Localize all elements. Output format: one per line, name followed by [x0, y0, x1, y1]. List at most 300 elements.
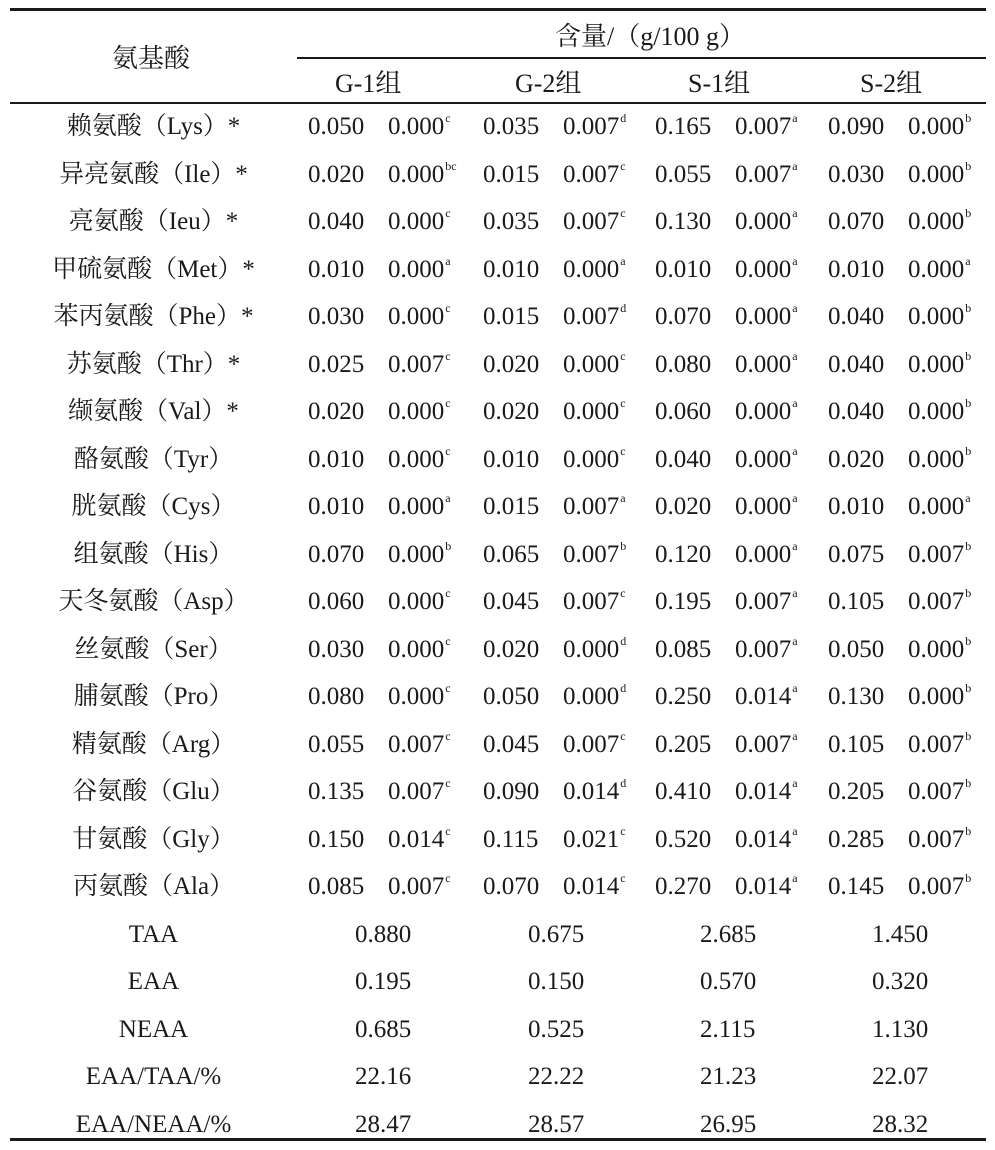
significance-letter: b: [965, 396, 972, 410]
significance-letter: c: [445, 681, 451, 695]
significance-letter: b: [965, 348, 972, 363]
sd-value: [735, 586, 798, 615]
significance-letter: b: [965, 158, 972, 173]
summary-value: 0.675: [528, 920, 585, 948]
significance-letter: a: [792, 301, 798, 315]
mean-value: 0.085: [655, 635, 712, 663]
sd-number: 0.000: [563, 350, 620, 378]
mean-value: 0.070: [828, 208, 885, 235]
sd-number: 0.000: [563, 635, 620, 663]
sd-value: [908, 253, 971, 283]
sd-value: [563, 111, 627, 140]
sd-value: [735, 728, 798, 758]
sd-value: [735, 206, 798, 235]
sd-value: [388, 253, 451, 283]
significance-letter: b: [965, 206, 972, 220]
summary-value: 1.130: [872, 1015, 929, 1043]
sd-value: [563, 633, 627, 663]
mean-value: 0.105: [828, 730, 885, 758]
sd-number: 0.000: [908, 635, 965, 663]
mean-value: 0.205: [828, 778, 885, 805]
amino-acid-name: 苏氨酸（Thr）*: [66, 350, 241, 378]
mean-value: 0.010: [828, 493, 885, 520]
significance-letter: c: [445, 348, 451, 363]
mean-value: 0.045: [483, 588, 540, 615]
significance-letter: b: [965, 111, 972, 125]
sd-number: 0.007: [563, 113, 620, 140]
mean-value: 0.015: [483, 160, 540, 188]
sd-number: 0.014: [388, 825, 445, 853]
sd-number: 0.000: [388, 588, 445, 615]
sd-number: 0.007: [563, 588, 620, 615]
mean-value: 0.205: [655, 730, 712, 758]
sd-number: 0.007: [735, 160, 792, 188]
sd-number: 0.007: [908, 778, 965, 805]
mean-value: 0.270: [655, 873, 712, 900]
significance-letter: d: [620, 633, 627, 648]
significance-letter: a: [445, 253, 451, 268]
significance-letter: c: [445, 823, 451, 838]
mean-value: 0.070: [308, 540, 365, 568]
summary-value: 28.57: [528, 1110, 585, 1138]
sd-value: [563, 158, 626, 188]
significance-letter: c: [445, 871, 451, 885]
sd-value: [735, 253, 798, 283]
sd-number: 0.000: [908, 113, 965, 140]
significance-letter: b: [965, 538, 972, 553]
significance-letter: c: [445, 586, 451, 600]
sd-number: 0.007: [388, 730, 445, 758]
significance-letter: c: [445, 728, 451, 743]
row-label-header: 氨基酸: [112, 44, 191, 73]
mean-value: 0.250: [655, 683, 712, 710]
sd-number: 0.007: [388, 350, 445, 378]
sd-number: 0.000: [735, 398, 792, 425]
significance-letter: a: [965, 253, 971, 268]
sd-number: 0.000: [908, 255, 965, 283]
significance-letter: c: [620, 396, 626, 410]
amino-acid-name: 组氨酸（His）: [73, 540, 234, 568]
sd-number: 0.000: [388, 113, 445, 140]
mean-value: 0.010: [308, 493, 365, 520]
mean-value: 0.010: [308, 255, 365, 283]
sd-value: [735, 348, 798, 378]
significance-letter: b: [965, 776, 972, 790]
sd-value: [908, 491, 971, 520]
mean-value: 0.050: [483, 683, 540, 710]
significance-letter: d: [620, 776, 627, 790]
sd-number: 0.007: [908, 873, 965, 900]
sd-value: [563, 776, 627, 805]
summary-name: EAA/TAA/%: [85, 1063, 222, 1090]
significance-letter: c: [620, 206, 626, 220]
sd-value: [908, 396, 972, 425]
mean-value: 0.050: [828, 635, 885, 663]
sd-number: 0.021: [563, 825, 620, 853]
sd-value: [735, 823, 798, 853]
significance-letter: c: [620, 823, 626, 838]
mean-value: 0.115: [483, 825, 539, 853]
significance-letter: c: [445, 301, 451, 315]
sd-value: [735, 443, 798, 473]
mean-value: 0.010: [308, 445, 365, 473]
sd-value: [908, 681, 972, 710]
significance-letter: a: [620, 491, 626, 505]
sd-number: 0.000: [388, 303, 445, 330]
sd-number: 0.007: [908, 730, 965, 758]
sd-number: 0.000: [908, 350, 965, 378]
sd-number: 0.014: [563, 873, 620, 900]
significance-letter: d: [620, 301, 627, 315]
sd-value: [908, 111, 972, 140]
sd-number: 0.000: [388, 683, 445, 710]
sd-number: 0.000: [388, 540, 445, 568]
sd-number: 0.000: [908, 398, 965, 425]
mean-value: 0.090: [483, 778, 540, 805]
mean-value: 0.130: [828, 683, 885, 710]
sd-value: [563, 253, 626, 283]
sd-value: [908, 443, 972, 473]
significance-letter: b: [965, 728, 972, 743]
mean-value: 0.035: [483, 208, 540, 235]
sd-number: 0.000: [388, 635, 445, 663]
sd-value: [735, 871, 798, 900]
mean-value: 0.070: [655, 303, 712, 330]
sd-value: [908, 586, 972, 615]
amino-acid-name: 谷氨酸（Glu）: [72, 778, 235, 805]
sd-value: [908, 348, 972, 378]
sd-number: 0.007: [388, 778, 445, 805]
sd-number: 0.000: [735, 445, 792, 473]
sd-number: 0.007: [563, 730, 620, 758]
summary-value: 0.195: [355, 968, 412, 995]
significance-letter: b: [965, 681, 972, 695]
significance-letter: c: [620, 728, 626, 743]
sd-number: 0.007: [735, 113, 792, 140]
sd-value: [908, 823, 972, 853]
sd-number: 0.000: [735, 255, 792, 283]
content-header: 含量/（g/100 g）: [555, 22, 745, 51]
mean-value: 0.040: [828, 303, 885, 330]
significance-letter: a: [792, 823, 798, 838]
significance-letter: c: [445, 443, 451, 458]
sd-value: [735, 776, 798, 805]
sd-number: 0.007: [563, 493, 620, 520]
significance-letter: c: [620, 871, 626, 885]
sd-number: 0.000: [908, 160, 965, 188]
sd-number: 0.014: [735, 873, 792, 900]
mean-value: 0.050: [308, 113, 365, 140]
sd-number: 0.007: [563, 208, 620, 235]
sd-value: [388, 681, 451, 710]
mean-value: 0.010: [828, 255, 885, 283]
sd-value: [388, 633, 451, 663]
mean-value: 0.030: [828, 160, 885, 188]
significance-letter: c: [620, 348, 626, 363]
significance-letter: c: [445, 633, 451, 648]
sd-value: [735, 301, 798, 330]
sd-value: [908, 538, 972, 568]
mean-value: 0.020: [655, 493, 712, 520]
mean-value: 0.070: [483, 873, 540, 900]
amino-acid-name: 丙氨酸（Ala）: [72, 873, 235, 900]
mean-value: 0.150: [308, 825, 365, 853]
significance-letter: a: [792, 538, 798, 553]
sd-number: 0.000: [735, 303, 792, 330]
significance-letter: b: [965, 586, 972, 600]
sd-value: [388, 728, 451, 758]
mean-value: 0.135: [308, 778, 365, 805]
sd-number: 0.000: [563, 683, 620, 710]
summary-name: EAA/NEAA/%: [75, 1110, 232, 1138]
mean-value: 0.520: [655, 825, 712, 853]
summary-value: 22.16: [355, 1063, 412, 1090]
mean-value: 0.285: [828, 825, 885, 853]
amino-acid-name: 脯氨酸（Pro）: [73, 683, 234, 710]
mean-value: 0.015: [483, 493, 540, 520]
sd-value: [388, 111, 451, 140]
sd-value: [908, 158, 972, 188]
significance-letter: a: [792, 776, 798, 790]
summary-value: 0.880: [355, 920, 412, 948]
significance-letter: b: [965, 633, 972, 648]
sd-value: [563, 396, 626, 425]
sd-value: [563, 586, 626, 615]
mean-value: 0.020: [308, 398, 365, 425]
summary-value: 28.32: [872, 1110, 929, 1138]
sd-value: [908, 206, 972, 235]
summary-value: 2.115: [700, 1015, 756, 1043]
summary-value: 0.570: [700, 968, 757, 995]
sd-number: 0.000: [388, 445, 445, 473]
mean-value: 0.165: [655, 113, 712, 140]
sd-number: 0.007: [908, 588, 965, 615]
sd-value: [388, 443, 451, 473]
sd-number: 0.007: [735, 730, 792, 758]
sd-value: [388, 538, 452, 568]
summary-value: 0.685: [355, 1015, 412, 1043]
sd-value: [735, 111, 798, 140]
significance-letter: c: [620, 158, 626, 173]
group-header-g2: G-2组: [515, 69, 582, 98]
significance-letter: a: [792, 206, 798, 220]
mean-value: 0.410: [655, 778, 712, 805]
mean-value: 0.060: [655, 398, 712, 425]
mean-value: 0.025: [308, 350, 365, 378]
sd-value: [563, 538, 627, 568]
mean-value: 0.010: [483, 445, 540, 473]
sd-value: [563, 823, 626, 853]
mean-value: 0.030: [308, 635, 365, 663]
sd-value: [908, 301, 972, 330]
significance-letter: b: [620, 538, 627, 553]
significance-letter: a: [445, 491, 451, 505]
sd-value: [388, 823, 451, 853]
mean-value: 0.040: [308, 208, 365, 235]
sd-value: [735, 396, 798, 425]
sd-number: 0.000: [563, 255, 620, 283]
significance-letter: b: [965, 301, 972, 315]
mean-value: 0.145: [828, 873, 885, 900]
significance-letter: a: [792, 871, 798, 885]
sd-number: 0.000: [908, 683, 965, 710]
significance-letter: a: [792, 348, 798, 363]
significance-letter: a: [620, 253, 626, 268]
sd-value: [388, 301, 451, 330]
significance-letter: a: [792, 253, 798, 268]
sd-number: 0.000: [388, 398, 445, 425]
mean-value: 0.040: [828, 350, 885, 378]
sd-number: 0.000: [388, 160, 445, 188]
sd-number: 0.007: [735, 635, 792, 663]
significance-letter: a: [792, 396, 798, 410]
significance-letter: c: [445, 396, 451, 410]
mean-value: 0.035: [483, 113, 540, 140]
group-header-s1: S-1组: [688, 69, 751, 98]
sd-value: [388, 776, 451, 805]
sd-value: [735, 491, 798, 520]
sd-number: 0.007: [563, 540, 620, 568]
sd-number: 0.000: [388, 255, 445, 283]
summary-value: 0.150: [528, 968, 585, 995]
summary-name: NEAA: [118, 1015, 189, 1043]
sd-value: [388, 158, 457, 188]
significance-letter: c: [445, 776, 451, 790]
mean-value: 0.085: [308, 873, 365, 900]
summary-value: 22.07: [872, 1063, 929, 1090]
significance-letter: b: [965, 443, 972, 458]
sd-number: 0.000: [563, 398, 620, 425]
sd-number: 0.000: [388, 208, 445, 235]
significance-letter: d: [620, 111, 627, 125]
significance-letter: b: [445, 538, 452, 553]
sd-number: 0.000: [388, 493, 445, 520]
amino-acid-name: 精氨酸（Arg）: [71, 730, 236, 758]
sd-number: 0.014: [563, 778, 620, 805]
sd-number: 0.000: [735, 208, 792, 235]
sd-number: 0.007: [735, 588, 792, 615]
mean-value: 0.045: [483, 730, 540, 758]
mean-value: 0.010: [483, 255, 540, 283]
sd-value: [388, 871, 451, 900]
amino-acid-name: 酪氨酸（Tyr）: [73, 445, 234, 473]
sd-value: [563, 301, 627, 330]
significance-letter: a: [792, 491, 798, 505]
sd-value: [908, 871, 972, 900]
significance-letter: a: [965, 491, 971, 505]
group-header-g1: G-1组: [335, 69, 402, 98]
sd-value: [563, 728, 626, 758]
mean-value: 0.075: [828, 540, 885, 568]
summary-value: 21.23: [700, 1063, 757, 1090]
sd-value: [735, 158, 798, 188]
sd-number: 0.007: [908, 825, 965, 853]
sd-number: 0.007: [563, 303, 620, 330]
top-rule: [10, 8, 986, 11]
sd-value: [563, 206, 626, 235]
mean-value: 0.105: [828, 588, 885, 615]
amino-acid-name: 赖氨酸（Lys）*: [66, 113, 241, 140]
sd-number: 0.014: [735, 778, 792, 805]
amino-acid-name: 异亮氨酸（Ile）*: [59, 160, 248, 188]
sd-value: [563, 348, 626, 378]
significance-letter: d: [620, 681, 627, 695]
sd-value: [908, 633, 972, 663]
significance-letter: a: [792, 443, 798, 458]
sd-value: [388, 348, 451, 378]
mean-value: 0.080: [655, 350, 712, 378]
sd-number: 0.000: [908, 208, 965, 235]
significance-letter: a: [792, 633, 798, 648]
header-bottom-rule: [10, 102, 986, 104]
group-header-s2: S-2组: [860, 69, 923, 98]
amino-acid-name: 亮氨酸（Ieu）*: [68, 208, 239, 235]
mean-value: 0.020: [483, 635, 540, 663]
significance-letter: c: [620, 443, 626, 458]
sd-value: [908, 728, 972, 758]
significance-letter: a: [792, 728, 798, 743]
sd-number: 0.007: [563, 160, 620, 188]
sd-value: [735, 681, 798, 710]
summary-name: TAA: [128, 920, 179, 948]
significance-letter: a: [792, 158, 798, 173]
sd-value: [563, 491, 626, 520]
mean-value: 0.065: [483, 540, 540, 568]
sd-value: [388, 396, 451, 425]
mean-value: 0.040: [828, 398, 885, 425]
sd-number: 0.000: [735, 540, 792, 568]
mean-value: 0.015: [483, 303, 540, 330]
mean-value: 0.030: [308, 303, 365, 330]
summary-value: 26.95: [700, 1110, 757, 1138]
sd-number: 0.007: [388, 873, 445, 900]
amino-acid-name: 缬氨酸（Val）*: [68, 398, 239, 425]
summary-name: EAA: [127, 968, 180, 995]
summary-value: 0.525: [528, 1015, 585, 1043]
sd-value: [735, 538, 798, 568]
sd-number: 0.000: [908, 493, 965, 520]
sd-number: 0.000: [735, 493, 792, 520]
sd-number: 0.000: [735, 350, 792, 378]
significance-letter: c: [620, 586, 626, 600]
mean-value: 0.055: [308, 730, 365, 758]
group-header-rule: [297, 57, 986, 59]
amino-acid-name: 胱氨酸（Cys）: [71, 493, 236, 520]
significance-letter: bc: [445, 158, 457, 173]
mean-value: 0.195: [655, 588, 712, 615]
amino-acid-name: 甘氨酸（Gly）: [72, 825, 235, 853]
mean-value: 0.130: [655, 208, 712, 235]
mean-value: 0.040: [655, 445, 712, 473]
bottom-rule: [10, 1138, 986, 1141]
summary-value: 0.320: [872, 968, 929, 995]
summary-value: 1.450: [872, 920, 929, 948]
mean-value: 0.055: [655, 160, 712, 188]
significance-letter: a: [792, 681, 798, 695]
sd-value: [388, 491, 451, 520]
significance-letter: a: [792, 111, 798, 125]
significance-letter: c: [445, 111, 451, 125]
sd-value: [388, 206, 451, 235]
mean-value: 0.090: [828, 113, 885, 140]
amino-acid-name: 甲硫氨酸（Met）*: [52, 255, 255, 283]
sd-value: [563, 871, 626, 900]
sd-value: [563, 443, 626, 473]
summary-value: 28.47: [355, 1110, 412, 1138]
sd-value: [735, 633, 798, 663]
amino-acid-name: 苯丙氨酸（Phe）*: [53, 303, 254, 330]
significance-letter: c: [445, 206, 451, 220]
